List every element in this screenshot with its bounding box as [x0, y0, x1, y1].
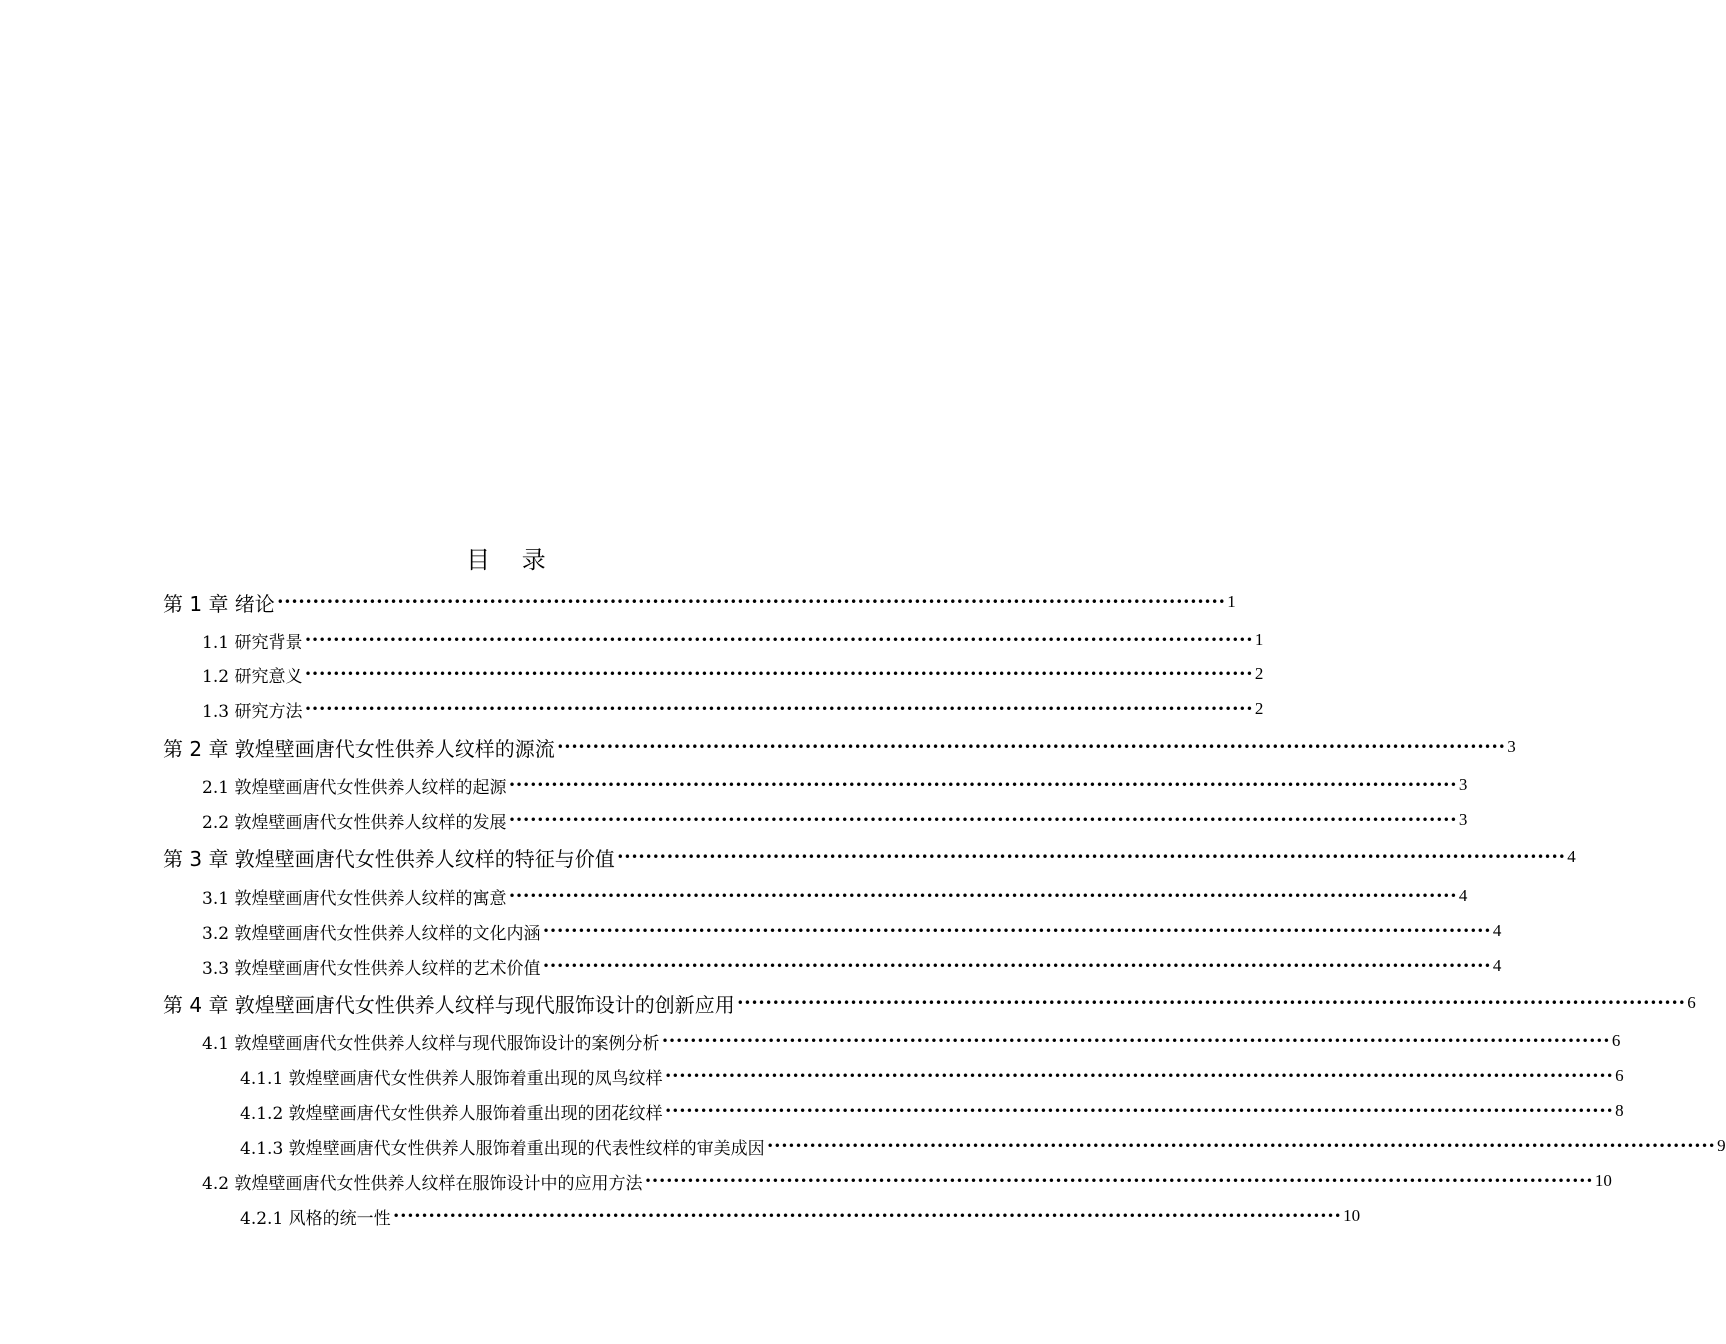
toc-entry-1-3[interactable]	[202, 691, 1264, 727]
toc-leader-dots: ••••••••••••••••••••••••••••••••••••••••••••••••••••••••••••••••••••••••••••••••••••••••••••••••••••••••••••••••••••••••••••••••••••••	[508, 778, 1457, 792]
toc-leader-dots: ••••••••••••••••••••••••••••••••••••••••••••••••••••••••••••••••••••••••••••••••••••••••••••••••••••••••••••••••••••••••••••••••••••••	[508, 889, 1457, 903]
toc-entry-page: 6	[1611, 1031, 1621, 1050]
toc-entry-page: 9	[1717, 1136, 1726, 1155]
toc-leader-dots: ••••••••••••••••••••••••••••••••••••••••••••••••••••••••••••••••••••••••••••••••••••••••••••••••••••••••••••••••••••••••••••••••••••••	[661, 1034, 1610, 1048]
toc-entry-page: 4	[1567, 847, 1576, 866]
toc-entry-2-1[interactable]	[202, 767, 1468, 803]
toc-entry-1-1[interactable]	[202, 622, 1264, 658]
toc-entry-page: 6	[1615, 1066, 1624, 1085]
toc-entry-label: 第 2 章 敦煌壁画唐代女性供养人纹样的源流	[163, 736, 555, 761]
toc-entry-label: 1.1 研究背景	[202, 632, 303, 653]
toc-entry-label: 3.2 敦煌壁画唐代女性供养人纹样的文化内涵	[202, 923, 541, 944]
toc-leader-dots: ••••••••••••••••••••••••••••••••••••••••••••••••••••••••••••••••••••••••••••••••••••••••••••••••••••••••••••••••••••••••••••••••••••••	[664, 1104, 1614, 1118]
toc-leader-dots: ••••••••••••••••••••••••••••••••••••••••••••••••••••••••••••••••••••••••••••••••••••••••••••••••••••••••••••••••••••••••••••••••••••••	[644, 1174, 1593, 1188]
toc-leader-dots: ••••••••••••••••••••••••••••••••••••••••••••••••••••••••••••••••••••••••••••••••••••••••••••••••••••••••••••••••••••••••••••••••••••••	[736, 996, 1686, 1010]
toc-entry-page: 3	[1458, 775, 1468, 794]
toc-entry-label: 第 4 章 敦煌壁画唐代女性供养人纹样与现代服饰设计的创新应用	[163, 992, 735, 1017]
toc-entry-page: 1	[1227, 592, 1236, 611]
toc-entry-4-1[interactable]	[202, 1023, 1621, 1059]
toc-entry-page: 3	[1458, 810, 1468, 829]
toc-title: 目 录	[466, 546, 558, 574]
toc-leader-dots: ••••••••••••••••••••••••••••••••••••••••••••••••••••••••••••••••••••••••••••••••••••••••••••••••••••••••••••••••••••••••••••••••••••••	[508, 813, 1457, 827]
toc-entry-label: 4.1 敦煌壁画唐代女性供养人纹样与现代服饰设计的案例分析	[202, 1033, 660, 1054]
toc-entry-1-2[interactable]	[202, 656, 1264, 692]
toc-leader-dots: ••••••••••••••••••••••••••••••••••••••••••••••••••••••••••••••••••••••••••••••••••••••••••••••••••••••••••••••••••••••••••••••••••••••	[392, 1209, 1342, 1223]
toc-entry-4-1-1[interactable]	[240, 1058, 1624, 1094]
toc-entry-label: 4.2.1 风格的统一性	[240, 1208, 391, 1229]
toc-entry-page: 3	[1507, 737, 1516, 756]
toc-entry-chapter-3[interactable]	[163, 839, 1576, 875]
toc-entry-page: 10	[1594, 1171, 1612, 1190]
toc-entry-label: 2.1 敦煌壁画唐代女性供养人纹样的起源	[202, 777, 507, 798]
toc-entry-3-1[interactable]	[202, 878, 1468, 914]
toc-entry-page: 10	[1343, 1206, 1361, 1225]
toc-entry-label: 2.2 敦煌壁画唐代女性供养人纹样的发展	[202, 812, 507, 833]
toc-entry-chapter-4[interactable]	[163, 985, 1696, 1021]
toc-entry-chapter-1[interactable]	[163, 584, 1236, 620]
toc-entry-label: 第 1 章 绪论	[163, 591, 275, 616]
toc-entry-page: 2	[1254, 664, 1264, 683]
toc-entry-label: 3.1 敦煌壁画唐代女性供养人纹样的寓意	[202, 888, 507, 909]
toc-entry-4-1-2[interactable]	[240, 1093, 1624, 1129]
toc-entry-3-3[interactable]	[202, 948, 1502, 984]
toc-leader-dots: ••••••••••••••••••••••••••••••••••••••••••••••••••••••••••••••••••••••••••••••••••••••••••••••••••••••••••••••••••••••••••••••••••••••	[664, 1069, 1614, 1083]
toc-entry-chapter-2[interactable]	[163, 729, 1516, 765]
toc-entry-label: 4.1.3 敦煌壁画唐代女性供养人服饰着重出现的代表性纹样的审美成因	[240, 1138, 765, 1159]
toc-entry-4-1-3[interactable]	[240, 1128, 1726, 1164]
toc-leader-dots: ••••••••••••••••••••••••••••••••••••••••••••••••••••••••••••••••••••••••••••••••••••••••••••••••••••••••••••••••••••••••••••••••••••••	[766, 1139, 1716, 1153]
toc-leader-dots: ••••••••••••••••••••••••••••••••••••••••••••••••••••••••••••••••••••••••••••••••••••••••••••••••••••••••••••••••••••••••••••••••••••••	[304, 667, 1253, 681]
toc-leader-dots: ••••••••••••••••••••••••••••••••••••••••••••••••••••••••••••••••••••••••••••••••••••••••••••••••••••••••••••••••••••••••••••••••••••••	[304, 702, 1253, 716]
toc-entry-page: 4	[1458, 886, 1468, 905]
toc-entry-label: 1.3 研究方法	[202, 701, 303, 722]
toc-entry-page: 1	[1254, 630, 1264, 649]
toc-entry-label: 3.3 敦煌壁画唐代女性供养人纹样的艺术价值	[202, 958, 541, 979]
toc-entry-4-2[interactable]	[202, 1163, 1612, 1199]
toc-entry-page: 2	[1254, 699, 1264, 718]
toc-leader-dots: ••••••••••••••••••••••••••••••••••••••••••••••••••••••••••••••••••••••••••••••••••••••••••••••••••••••••••••••••••••••••••••••••••••••	[542, 924, 1491, 938]
toc-leader-dots: ••••••••••••••••••••••••••••••••••••••••••••••••••••••••••••••••••••••••••••••••••••••••••••••••••••••••••••••••••••••••••••••••••••••	[542, 959, 1491, 973]
toc-leader-dots: ••••••••••••••••••••••••••••••••••••••••••••••••••••••••••••••••••••••••••••••••••••••••••••••••••••••••••••••••••••••••••••••••••••••	[304, 633, 1253, 647]
toc-leader-dots: ••••••••••••••••••••••••••••••••••••••••••••••••••••••••••••••••••••••••••••••••••••••••••••••••••••••••••••••••••••••••••••••••••••••	[556, 740, 1506, 754]
toc-entry-page: 4	[1492, 956, 1502, 975]
toc-entry-label: 4.2 敦煌壁画唐代女性供养人纹样在服饰设计中的应用方法	[202, 1173, 643, 1194]
toc-entry-label: 4.1.2 敦煌壁画唐代女性供养人服饰着重出现的团花纹样	[240, 1103, 663, 1124]
toc-entry-page: 6	[1687, 993, 1696, 1012]
toc-entry-label: 第 3 章 敦煌壁画唐代女性供养人纹样的特征与价值	[163, 846, 615, 871]
toc-entry-label: 4.1.1 敦煌壁画唐代女性供养人服饰着重出现的凤鸟纹样	[240, 1068, 663, 1089]
toc-entry-page: 4	[1492, 921, 1502, 940]
toc-entry-page: 8	[1615, 1101, 1624, 1120]
toc-entry-2-2[interactable]	[202, 802, 1468, 838]
toc-entry-3-2[interactable]	[202, 913, 1502, 949]
toc-entry-label: 1.2 研究意义	[202, 666, 303, 687]
toc-leader-dots: ••••••••••••••••••••••••••••••••••••••••••••••••••••••••••••••••••••••••••••••••••••••••••••••••••••••••••••••••••••••••••••••••••••••	[616, 850, 1566, 864]
toc-entry-4-2-1[interactable]	[240, 1198, 1361, 1234]
toc-leader-dots: ••••••••••••••••••••••••••••••••••••••••••••••••••••••••••••••••••••••••••••••••••••••••••••••••••••••••••••••••••••••••••••••••••••••	[276, 595, 1226, 609]
